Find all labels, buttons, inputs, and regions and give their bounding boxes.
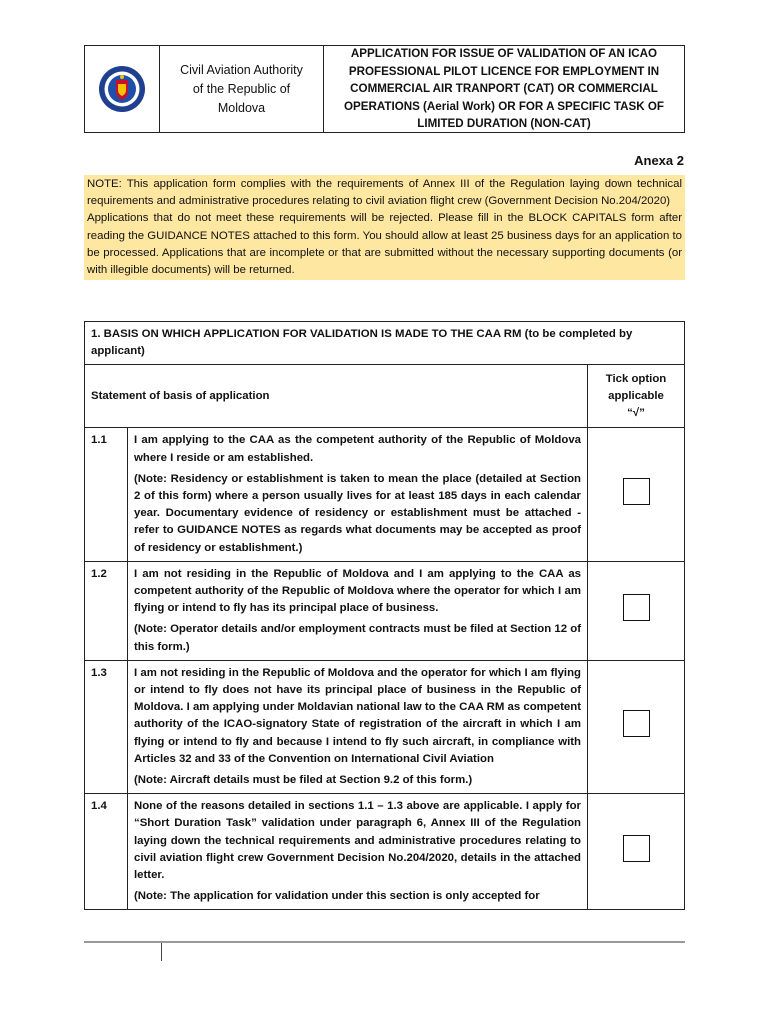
- annex-label: Anexa 2: [634, 153, 684, 168]
- footer-divider: [84, 941, 685, 943]
- tick-header: [588, 365, 685, 428]
- row-number: 1.4: [85, 794, 128, 910]
- statement-header: Statement of basis of application: [85, 365, 588, 428]
- tick-cell: [588, 561, 685, 660]
- row-number: 1.1: [85, 428, 128, 561]
- row-statement: I am not residing in the Republic of Moldova and I am applying to the CAA as competent authority of the Republic of Moldova where the operator for which I am flying or intend to fly has its principal place of business.: [134, 567, 581, 615]
- row-note: (Note: The application for validation under this section is only accepted for: [134, 890, 540, 903]
- basis-table: [84, 321, 685, 910]
- tick-cell: [588, 428, 685, 561]
- table-row: [85, 660, 685, 793]
- tick-cell: [588, 660, 685, 793]
- tick-checkbox[interactable]: [623, 594, 650, 621]
- row-note: (Note: Aircraft details must be filed at Section 9.2 of this form.): [134, 774, 473, 787]
- row-statement: I am not residing in the Republic of Moldova and the operator for which I am flying or intend to fly does not have its principal place of business in the Republic of Moldova. I am applying under Moldavian national law to the CAA RM as competent authority of the ICAO-signatory State of registration of the aircraft in which I am flying or intend to fly and because I intend to fly such aircraft, in compliance with Articles 32 and 33 of the Convention on International Civil Aviation: [134, 666, 581, 765]
- authority-name: [160, 46, 324, 132]
- row-note: (Note: Residency or establishment is taken to mean the place (detailed at Section 2 of this form) where a person usually lives for at least 185 days in each calendar year. Documentary evidence of residency or establishment must be attached - refer to GUIDANCE NOTES as regards what documents may be accepted as proof of residency or establishment.): [134, 472, 581, 554]
- footer-tick-mark: [161, 943, 162, 961]
- note-paragraph-2: Applications that do not meet these requirements will be rejected. Please fill in the BLOCK CAPITALS form after reading the GUIDANCE NOTES attached to this form. You should allow at least 25 business days for an application to be processed. Applications that are incomplete or that are submitted without the necessary supporting documents (or with illegible documents) will be returned.: [87, 212, 682, 277]
- form-title: APPLICATION FOR ISSUE OF VALIDATION OF AN ICAO PROFESSIONAL PILOT LICENCE FOR EMPLOYMENT IN COMMERCIAL AIR TRANPORT (CAT) OR COMMERCIAL OPERATIONS (Aerial Work) OR FOR A SPECIFIC TASK OF LIMITED DURATION (NON-CAT): [344, 47, 664, 131]
- note-paragraph-1: NOTE: This application form complies with the requirements of Annex III of the Regulation laying down technical requirements and administrative procedures relating to civil aviation flight crew (Government Decision No.204/2020): [87, 178, 682, 208]
- table-row: [85, 561, 685, 660]
- row-number: 1.2: [85, 561, 128, 660]
- tick-checkbox[interactable]: [623, 478, 650, 505]
- row-text: [128, 794, 588, 910]
- row-note: (Note: Operator details and/or employment contracts must be filed at Section 12 of this form.): [134, 623, 581, 653]
- caa-seal-logo: [97, 64, 147, 114]
- form-header: [84, 45, 685, 133]
- tick-header-line-2: applicable: [608, 389, 664, 402]
- tick-header-line-3: “√”: [627, 407, 645, 419]
- row-text: [128, 428, 588, 561]
- authority-line-1: Civil Aviation Authority: [180, 62, 303, 77]
- tick-checkbox[interactable]: [623, 835, 650, 862]
- tick-cell: [588, 794, 685, 910]
- authority-line-2: of the Republic of: [192, 81, 291, 96]
- logo-cell: [85, 46, 160, 132]
- table-row: [85, 428, 685, 561]
- section-heading: 1. BASIS ON WHICH APPLICATION FOR VALIDATION IS MADE TO THE CAA RM (to be completed by applicant): [85, 322, 685, 365]
- row-statement: None of the reasons detailed in sections 1.1 – 1.3 above are applicable. I apply for “Short Duration Task” validation under paragraph 6, Annex III of the Regulation laying down the technical requirements and administrative procedures relating to civil aviation flight crew Government Decision No.204/2020, details in the attached letter.: [134, 800, 581, 882]
- row-text: [128, 660, 588, 793]
- row-number: 1.3: [85, 660, 128, 793]
- tick-checkbox[interactable]: [623, 710, 650, 737]
- tick-header-line-1: Tick option: [605, 372, 667, 385]
- note-box: [84, 175, 685, 280]
- table-row: [85, 794, 685, 910]
- authority-line-3: Moldova: [217, 100, 266, 115]
- row-statement: I am applying to the CAA as the competent authority of the Republic of Moldova where I reside or am established.: [134, 434, 581, 464]
- row-text: [128, 561, 588, 660]
